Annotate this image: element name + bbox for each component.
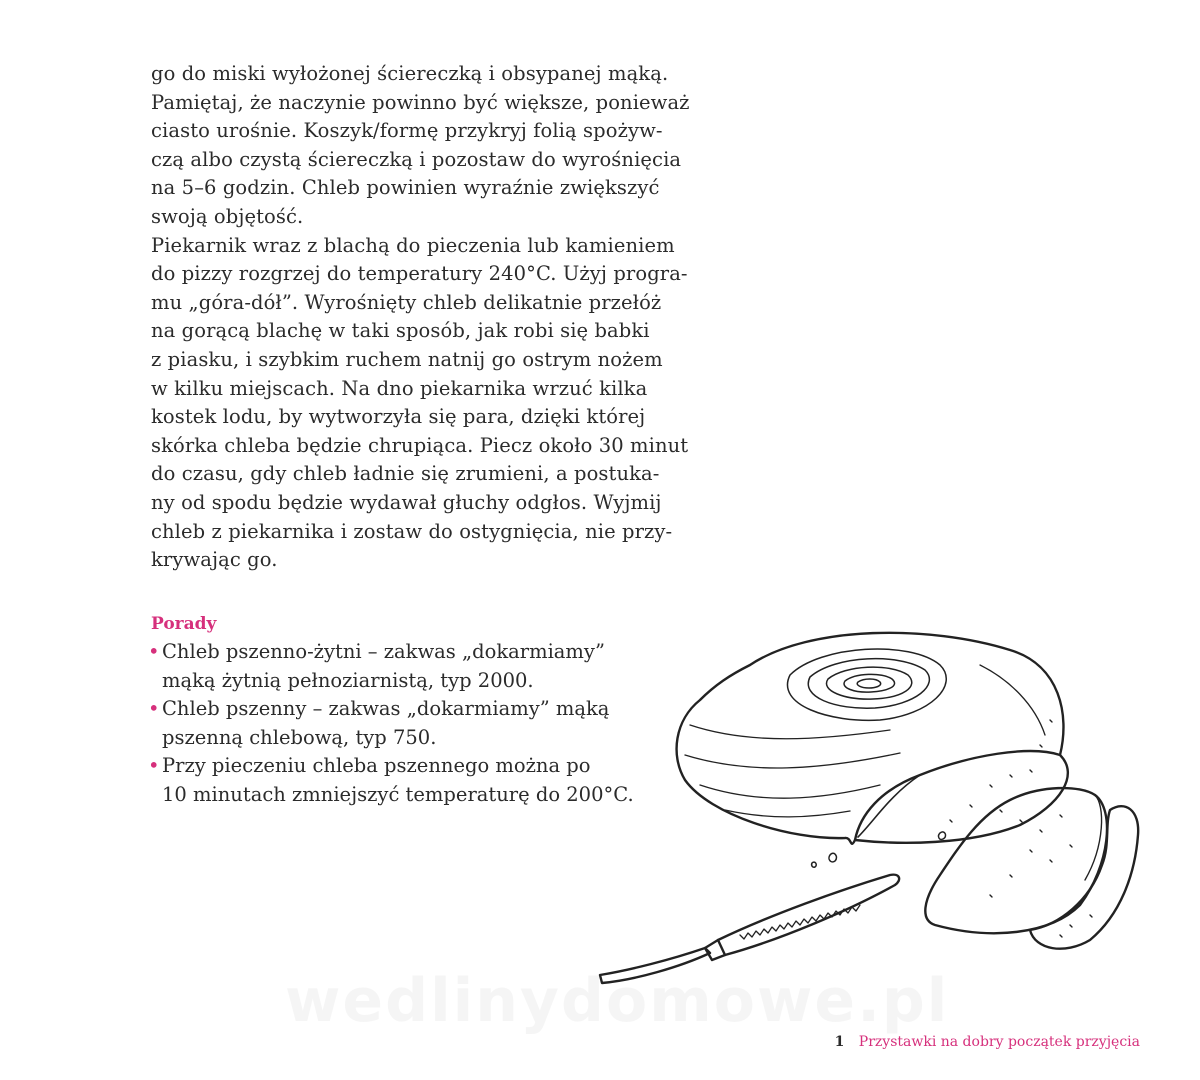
tips-heading: Porady [151, 614, 217, 634]
text-line: z piasku, i szybkim ruchem natnij go ostrym nożem [151, 347, 663, 371]
text-line: go do miski wyłożonej ściereczką i obsypanej mąką. [151, 62, 669, 85]
tip-line: 10 minutach zmniejszyć temperaturę do 200°C. [162, 782, 634, 806]
text-line: skórka chleba będzie chrupiąca. Piecz około 30 minut [151, 433, 689, 457]
text-line: Pamiętaj, że naczynie powinno być większe, ponieważ [151, 90, 690, 114]
text-line: Piekarnik wraz z blachą do pieczenia lub kamieniem [151, 233, 675, 257]
text-line: ny od spodu będzie wydawał głuchy odgłos. Wyjmij [151, 490, 662, 514]
text-line: krywając go. [151, 548, 278, 572]
bullet-icon: • [148, 640, 160, 663]
bread-loaf-and-knife-icon [590, 605, 1170, 1025]
text-line: czą albo czystą ściereczką i pozostaw do wyrośnięcia [151, 147, 682, 171]
tip-line: mąką żytnią pełnoziarnistą, typ 2000. [162, 668, 534, 692]
list-item [148, 695, 621, 752]
tip-line: pszenną chlebową, typ 750. [162, 725, 437, 749]
running-title: Przystawki na dobry początek przyjęcia [858, 1034, 1140, 1050]
text-line: do pizzy rozgrzej do temperatury 240°C. Użyj progra- [151, 262, 688, 286]
page-footer [835, 1032, 1140, 1052]
paragraph-baking [151, 232, 689, 575]
bread-illustration [590, 605, 1170, 1025]
text-line: mu „góra-dół”. Wyrośnięty chleb delikatnie przełóż [151, 290, 662, 314]
text-line: chleb z piekarnika i zostaw do ostygnięcia, nie przy- [151, 519, 673, 543]
tip-line: Chleb pszenno-żytni – zakwas „dokarmiamy” [162, 640, 605, 663]
list-item [148, 638, 621, 695]
recipe-body-text [151, 60, 690, 575]
page-number: 1 [834, 1034, 845, 1050]
bullet-icon: • [148, 697, 160, 721]
text-line: na gorącą blachę w taki sposób, jak robi się babki [151, 319, 650, 343]
tips-section [148, 610, 634, 810]
text-line: ciasto urośnie. Koszyk/formę przykryj folią spożyw- [151, 119, 663, 143]
tip-line: Chleb pszenny – zakwas „dokarmiamy” mąką [162, 697, 610, 721]
text-line: kostek lodu, by wytworzyła się para, dzięki której [151, 405, 646, 429]
paragraph-rising [151, 60, 690, 232]
text-line: na 5–6 godzin. Chleb powinien wyraźnie zwiększyć [151, 176, 660, 200]
text-line: do czasu, gdy chleb ładnie się zrumieni, a postuka- [151, 462, 660, 486]
watermark-text: wedlinydomowe.pl [285, 966, 950, 1036]
tips-list [148, 638, 634, 810]
list-item [148, 752, 634, 809]
tip-line: Przy pieczeniu chleba pszennego można po [162, 754, 591, 778]
bullet-icon: • [148, 754, 160, 778]
text-line: swoją objętość. [151, 204, 304, 228]
text-line: w kilku miejscach. Na dno piekarnika wrzuć kilka [151, 376, 648, 400]
